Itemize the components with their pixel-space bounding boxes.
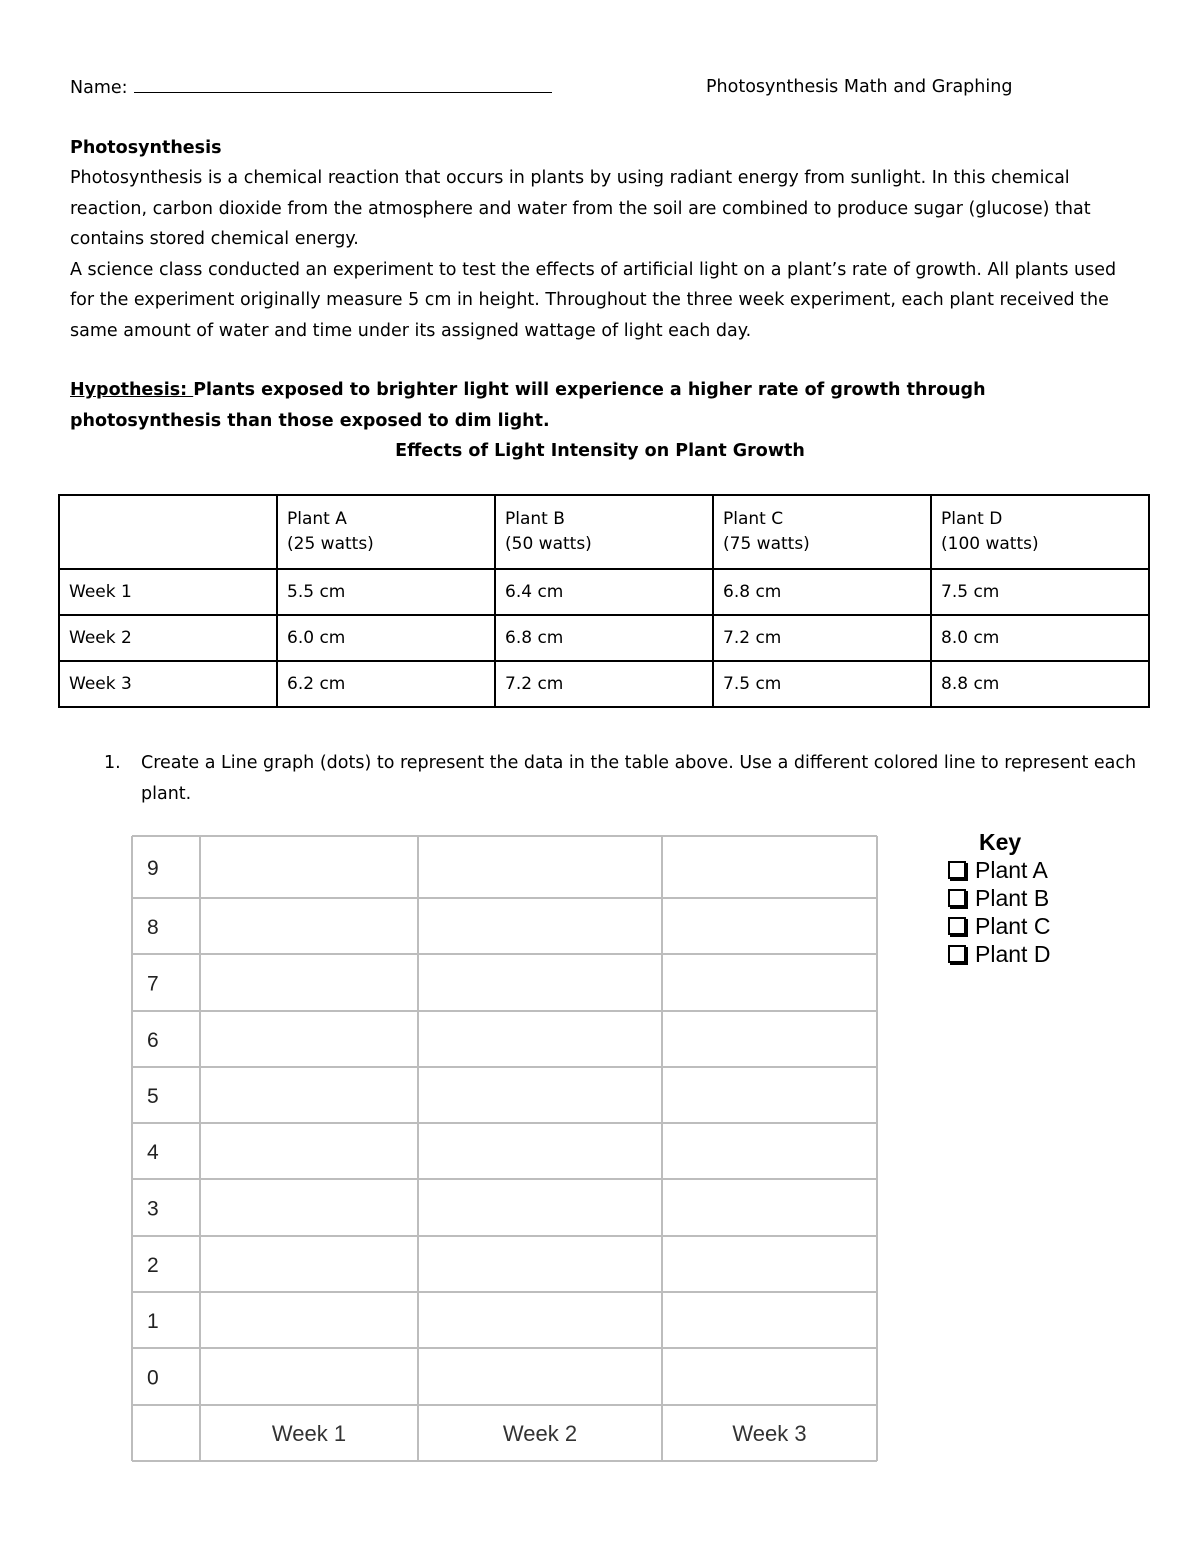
table-cell: 7.5 cm <box>713 661 931 707</box>
column-watts: (100 watts) <box>941 534 1039 554</box>
checkbox-icon[interactable] <box>948 861 966 879</box>
y-tick-label: 6 <box>147 1029 159 1052</box>
intro-paragraph-1: Photosynthesis is a chemical reaction that occurs in plants by using radiant energy from sunlight. In this chemical reaction, carbon dioxide from the atmosphere and water from the soil are combined to produce sugar (glucose) that contains stored chemical energy. <box>70 168 1091 249</box>
y-tick-label: 7 <box>147 972 159 996</box>
key-label: Plant D <box>975 941 1051 967</box>
table-row <box>59 569 1149 615</box>
name-field <box>70 72 552 104</box>
y-tick-label: 5 <box>147 1085 159 1108</box>
graph-grid <box>132 836 877 1461</box>
table-cell: 6.8 cm <box>713 569 931 615</box>
key-label: Plant A <box>975 857 1048 883</box>
row-label: Week 2 <box>59 615 277 661</box>
y-tick-label: 0 <box>147 1366 159 1390</box>
blank-line-graph[interactable] <box>131 835 881 1465</box>
y-tick-label: 3 <box>147 1197 159 1221</box>
key-item-plant-c[interactable] <box>946 912 1050 940</box>
key-item-plant-a[interactable] <box>946 856 1050 884</box>
hypothesis <box>70 375 1140 436</box>
column-watts: (75 watts) <box>723 534 810 554</box>
table-row <box>59 615 1149 661</box>
table-header-row <box>59 495 1149 569</box>
checkbox-icon[interactable] <box>948 945 966 963</box>
name-label: Name: <box>70 78 128 98</box>
document-title: Photosynthesis Math and Graphing <box>706 77 1013 97</box>
question-text: Create a Line graph (dots) to represent the data in the table above. Use a different colored line to represent each plant. <box>141 753 1137 804</box>
row-label: Week 1 <box>59 569 277 615</box>
column-plant-name: Plant D <box>941 509 1003 529</box>
graph-key <box>946 828 1050 968</box>
x-tick-label: Week 2 <box>502 1421 578 1446</box>
table-cell: 6.2 cm <box>277 661 495 707</box>
hypothesis-text: Plants exposed to brighter light will experience a higher rate of growth through photosynthesis than those exposed to dim light. <box>70 380 986 431</box>
table-cell: 6.8 cm <box>495 615 713 661</box>
table-header-cell <box>495 495 713 569</box>
table-row <box>59 661 1149 707</box>
key-label: Plant B <box>975 885 1050 911</box>
intro-paragraph-2: A science class conducted an experiment to test the effects of artificial light on a plant’s rate of growth. All plants used for the experiment originally measure 5 cm in height. Throughout the three week experiment, each plant received the same amount of water and time under its assigned wattage of light each day. <box>70 259 1117 341</box>
table-cell: 7.2 cm <box>495 661 713 707</box>
question-1 <box>104 748 1144 809</box>
column-watts: (25 watts) <box>287 534 374 554</box>
y-tick-label: 2 <box>147 1254 159 1277</box>
table-cell: 6.0 cm <box>277 615 495 661</box>
checkbox-icon[interactable] <box>948 917 966 935</box>
key-item-plant-b[interactable] <box>946 884 1050 912</box>
hypothesis-label: Hypothesis: <box>70 380 194 400</box>
x-tick-label: Week 1 <box>271 1421 347 1446</box>
table-header-cell <box>277 495 495 569</box>
y-tick-label: 1 <box>147 1310 159 1333</box>
growth-table <box>58 494 1150 708</box>
table-cell: 6.4 cm <box>495 569 713 615</box>
question-number: 1. <box>104 753 121 773</box>
table-header-cell <box>713 495 931 569</box>
key-label: Plant C <box>975 913 1051 939</box>
row-label: Week 3 <box>59 661 277 707</box>
section-heading: Photosynthesis <box>70 138 222 158</box>
table-cell: 5.5 cm <box>277 569 495 615</box>
table-cell: 8.0 cm <box>931 615 1149 661</box>
key-item-plant-d[interactable] <box>946 940 1050 968</box>
column-watts: (50 watts) <box>505 534 592 554</box>
y-tick-label: 4 <box>147 1141 159 1164</box>
table-corner-cell <box>59 495 277 569</box>
column-plant-name: Plant B <box>505 509 565 529</box>
key-title: Key <box>979 829 1022 855</box>
y-tick-label: 9 <box>147 857 159 880</box>
table-header-cell <box>931 495 1149 569</box>
name-blank-line[interactable] <box>134 72 552 93</box>
table-cell: 7.5 cm <box>931 569 1149 615</box>
column-plant-name: Plant C <box>723 509 784 529</box>
checkbox-icon[interactable] <box>948 889 966 907</box>
table-title: Effects of Light Intensity on Plant Growth <box>395 441 805 461</box>
x-tick-label: Week 3 <box>732 1421 807 1446</box>
table-cell: 8.8 cm <box>931 661 1149 707</box>
y-tick-label: 8 <box>147 916 159 939</box>
x-axis-labels <box>272 1421 807 1446</box>
intro-text <box>70 163 1135 346</box>
column-plant-name: Plant A <box>287 509 347 529</box>
table-cell: 7.2 cm <box>713 615 931 661</box>
